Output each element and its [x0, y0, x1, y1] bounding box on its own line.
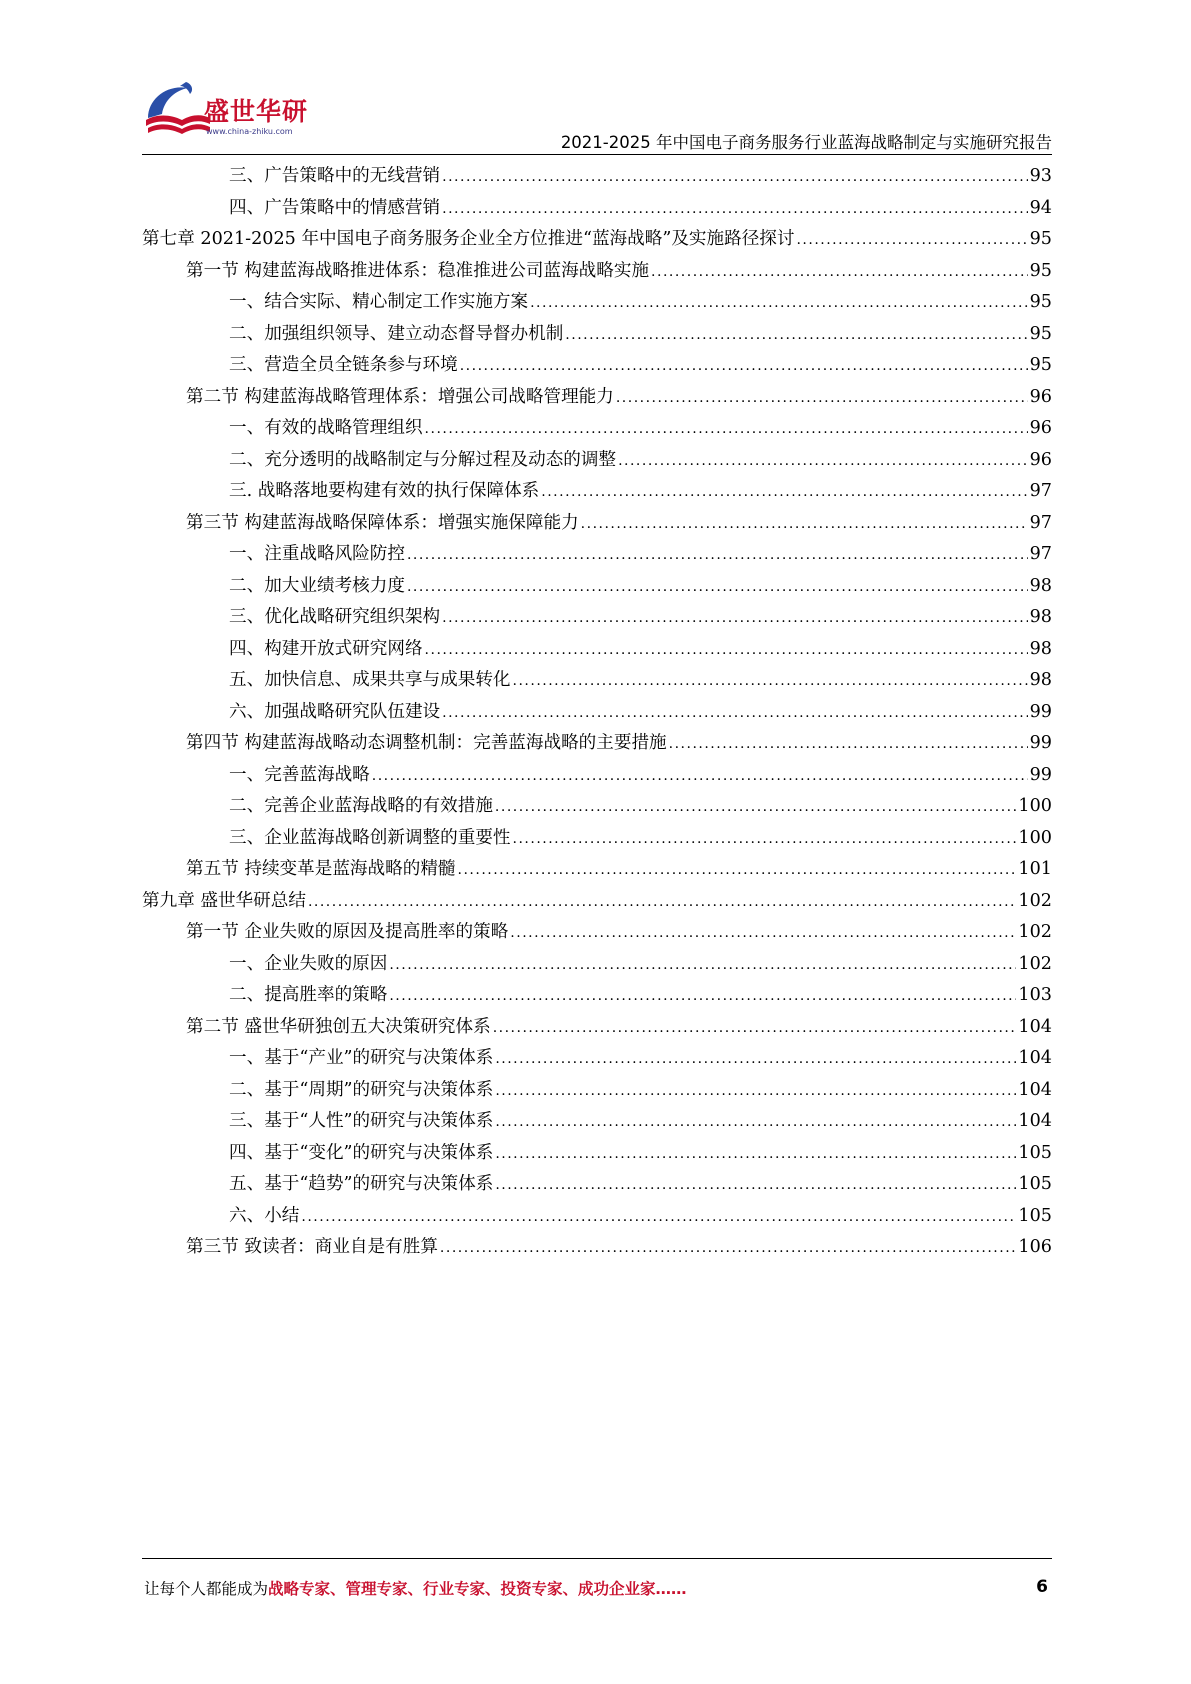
toc-entry[interactable]	[142, 917, 1052, 949]
toc-leader-dots	[495, 1076, 1016, 1108]
toc-entry-title: 三、优化战略研究组织架构	[229, 607, 441, 627]
toc-leader-dots	[389, 981, 1016, 1013]
logo-text: 盛世华研	[204, 97, 309, 126]
toc-leader-dots	[425, 414, 1028, 446]
toc-leader-dots	[442, 194, 1027, 226]
toc-entry[interactable]	[142, 886, 1052, 918]
toc-entry[interactable]	[142, 634, 1052, 666]
toc-entry-page: 93	[1029, 166, 1052, 186]
toc-entry[interactable]	[142, 665, 1052, 697]
toc-entry[interactable]	[142, 1201, 1052, 1233]
toc-entry-page: 97	[1029, 512, 1052, 533]
page-number: 6	[1036, 1577, 1048, 1597]
toc-leader-dots	[581, 509, 1028, 541]
toc-entry-page: 99	[1029, 764, 1052, 785]
toc-entry-page: 102	[1018, 922, 1052, 942]
toc-entry[interactable]	[142, 823, 1052, 855]
toc-entry[interactable]	[142, 760, 1052, 792]
toc-entry[interactable]	[142, 508, 1052, 540]
toc-entry-title: 一、完善蓝海战略	[229, 764, 370, 785]
toc-leader-dots	[495, 1044, 1016, 1076]
toc-entry[interactable]	[142, 1138, 1052, 1170]
toc-entry-title: 六、加强战略研究队伍建设	[229, 701, 441, 722]
toc-entry-title: 一、企业失败的原因	[229, 953, 388, 974]
toc-entry[interactable]	[142, 1232, 1052, 1264]
toc-entry-page: 98	[1029, 607, 1052, 627]
toc-leader-dots	[541, 477, 1027, 509]
toc-entry-title: 第二节 构建蓝海战略管理体系：增强公司战略管理能力	[186, 386, 614, 407]
toc-entry[interactable]	[142, 1043, 1052, 1075]
toc-entry-title: 二、基于“周期”的研究与决策体系	[229, 1079, 494, 1100]
toc-entry-page: 96	[1029, 418, 1052, 438]
toc-entry[interactable]	[142, 539, 1052, 571]
toc-entry[interactable]	[142, 1106, 1052, 1138]
toc-leader-dots	[442, 698, 1027, 730]
toc-entry-page: 104	[1018, 1079, 1052, 1100]
toc-entry-title: 六、小结	[229, 1205, 300, 1226]
toc-entry-title: 二、加大业绩考核力度	[229, 575, 405, 596]
toc-leader-dots	[407, 540, 1028, 572]
toc-leader-dots	[618, 446, 1028, 478]
toc-entry[interactable]	[142, 1012, 1052, 1044]
toc-entry-page: 98	[1029, 670, 1052, 690]
toc-entry-page: 105	[1018, 1142, 1052, 1163]
toc-leader-dots	[372, 761, 1028, 793]
toc-entry-title: 第九章 盛世华研总结	[142, 890, 306, 911]
toc-entry-page: 106	[1018, 1237, 1052, 1257]
footer-divider	[142, 1558, 1052, 1559]
toc-entry-page: 94	[1029, 197, 1052, 218]
toc-entry-title: 五、加快信息、成果共享与成果转化	[229, 670, 511, 690]
toc-entry-title: 五、基于“趋势”的研究与决策体系	[229, 1174, 494, 1194]
toc-entry[interactable]	[142, 949, 1052, 981]
toc-leader-dots	[495, 792, 1016, 824]
header-divider	[142, 154, 1052, 155]
toc-entry-title: 三、基于“人性”的研究与决策体系	[229, 1111, 494, 1131]
toc-entry[interactable]	[142, 697, 1052, 729]
toc-entry[interactable]	[142, 287, 1052, 319]
toc-entry-page: 105	[1018, 1205, 1052, 1226]
toc-entry-page: 104	[1018, 1111, 1052, 1131]
toc-entry-page: 102	[1018, 890, 1052, 911]
toc-entry-page: 99	[1029, 733, 1052, 753]
toc-leader-dots	[442, 603, 1027, 635]
toc-entry-title: 一、有效的战略管理组织	[229, 418, 423, 438]
page-header	[142, 80, 1052, 152]
toc-entry-page: 99	[1029, 701, 1052, 722]
toc-leader-dots	[389, 950, 1016, 982]
toc-entry[interactable]	[142, 1169, 1052, 1201]
toc-entry-title: 四、构建开放式研究网络	[229, 638, 423, 659]
footer-slogan-highlight: 战略专家、管理专家、行业专家、投资专家、成功企业家……	[268, 1580, 687, 1598]
toc-entry-page: 95	[1029, 229, 1052, 249]
toc-entry-page: 97	[1029, 544, 1052, 564]
toc-entry-page: 98	[1029, 638, 1052, 659]
toc-leader-dots	[458, 855, 1017, 887]
toc-entry[interactable]	[142, 602, 1052, 634]
toc-entry-title: 三、广告策略中的无线营销	[229, 166, 441, 186]
company-logo	[142, 80, 342, 150]
toc-leader-dots	[442, 162, 1027, 194]
toc-entry-title: 第五节 持续变革是蓝海战略的精髓	[186, 859, 456, 879]
toc-leader-dots	[651, 257, 1028, 289]
toc-entry-title: 四、广告策略中的情感营销	[229, 197, 441, 218]
toc-entry-title: 二、提高胜率的策略	[229, 985, 388, 1005]
toc-entry[interactable]	[142, 854, 1052, 886]
toc-entry[interactable]	[142, 476, 1052, 508]
toc-entry-title: 三、企业蓝海战略创新调整的重要性	[229, 827, 511, 848]
toc-entry-page: 103	[1018, 985, 1052, 1005]
toc-entry-title: 第二节 盛世华研独创五大决策研究体系	[186, 1016, 491, 1037]
logo-url: www.china-zhiku.com	[206, 127, 293, 136]
toc-entry-title: 一、注重战略风险防控	[229, 544, 405, 564]
toc-entry-page: 102	[1018, 953, 1052, 974]
toc-leader-dots	[407, 572, 1028, 604]
toc-leader-dots	[796, 225, 1027, 257]
report-title: 2021-2025 年中国电子商务服务行业蓝海战略制定与实施研究报告	[560, 133, 1052, 152]
toc-entry-page: 95	[1029, 323, 1052, 344]
toc-entry[interactable]	[142, 791, 1052, 823]
toc-entry-page: 95	[1029, 355, 1052, 375]
toc-leader-dots	[565, 320, 1027, 352]
toc-entry[interactable]	[142, 413, 1052, 445]
toc-leader-dots	[495, 1139, 1016, 1171]
toc-leader-dots	[308, 887, 1016, 919]
toc-entry-title: 第一节 构建蓝海战略推进体系：稳准推进公司蓝海战略实施	[186, 260, 650, 281]
toc-entry[interactable]	[142, 1075, 1052, 1107]
toc-leader-dots	[460, 351, 1028, 383]
toc-entry[interactable]	[142, 728, 1052, 760]
toc-entry[interactable]	[142, 319, 1052, 351]
page-footer	[144, 1577, 1052, 1599]
toc-entry[interactable]	[142, 571, 1052, 603]
toc-entry-title: 三、营造全员全链条参与环境	[229, 355, 458, 375]
toc-leader-dots	[440, 1233, 1016, 1265]
toc-entry-page: 104	[1018, 1048, 1052, 1068]
toc-entry-page: 101	[1018, 859, 1052, 879]
toc-entry[interactable]	[142, 445, 1052, 477]
toc-entry-title: 第四节 构建蓝海战略动态调整机制：完善蓝海战略的主要措施	[186, 733, 667, 753]
toc-entry[interactable]	[142, 161, 1052, 193]
toc-leader-dots	[513, 824, 1017, 856]
toc-entry-title: 第一节 企业失败的原因及提高胜率的策略	[186, 922, 509, 942]
logo-mark-icon	[142, 80, 212, 142]
toc-entry-title: 二、完善企业蓝海战略的有效措施	[229, 796, 493, 816]
toc-entry-page: 100	[1018, 827, 1052, 848]
toc-entry-title: 四、基于“变化”的研究与决策体系	[229, 1142, 494, 1163]
toc-entry-page: 95	[1029, 292, 1052, 312]
toc-entry-title: 二、充分透明的战略制定与分解过程及动态的调整	[229, 449, 617, 470]
toc-entry[interactable]	[142, 980, 1052, 1012]
toc-leader-dots	[510, 918, 1016, 950]
toc-entry-page: 96	[1029, 449, 1052, 470]
table-of-contents	[142, 161, 1052, 1264]
toc-entry-title: 第三节 致读者：商业自是有胜算	[186, 1237, 438, 1257]
toc-entry-page: 104	[1018, 1016, 1052, 1037]
toc-leader-dots	[493, 1013, 1017, 1045]
toc-leader-dots	[669, 729, 1028, 761]
toc-entry-page: 95	[1029, 260, 1052, 281]
toc-entry-title: 第七章 2021-2025 年中国电子商务服务企业全方位推进“蓝海战略”及实施路径探讨	[142, 229, 795, 249]
toc-entry-page: 96	[1029, 386, 1052, 407]
toc-entry-title: 第三节 构建蓝海战略保障体系：增强实施保障能力	[186, 512, 579, 533]
footer-slogan-prefix: 让每个人都能成为	[144, 1580, 269, 1598]
toc-entry-page: 98	[1029, 575, 1052, 596]
toc-entry-title: 一、结合实际、精心制定工作实施方案	[229, 292, 529, 312]
toc-entry-title: 一、基于“产业”的研究与决策体系	[229, 1048, 494, 1068]
toc-entry[interactable]	[142, 193, 1052, 225]
toc-entry-page: 105	[1018, 1174, 1052, 1194]
toc-entry-title: 三. 战略落地要构建有效的执行保障体系	[229, 481, 540, 501]
toc-leader-dots	[495, 1107, 1016, 1139]
toc-entry-title: 二、加强组织领导、建立动态督导督办机制	[229, 323, 564, 344]
toc-leader-dots	[616, 383, 1028, 415]
toc-entry[interactable]	[142, 382, 1052, 414]
toc-entry[interactable]	[142, 350, 1052, 382]
toc-entry-page: 100	[1018, 796, 1052, 816]
toc-leader-dots	[530, 288, 1028, 320]
toc-entry-page: 97	[1029, 481, 1052, 501]
toc-leader-dots	[425, 635, 1028, 667]
toc-entry[interactable]	[142, 224, 1052, 256]
toc-leader-dots	[513, 666, 1028, 698]
toc-leader-dots	[301, 1202, 1016, 1234]
toc-leader-dots	[495, 1170, 1016, 1202]
toc-entry[interactable]	[142, 256, 1052, 288]
